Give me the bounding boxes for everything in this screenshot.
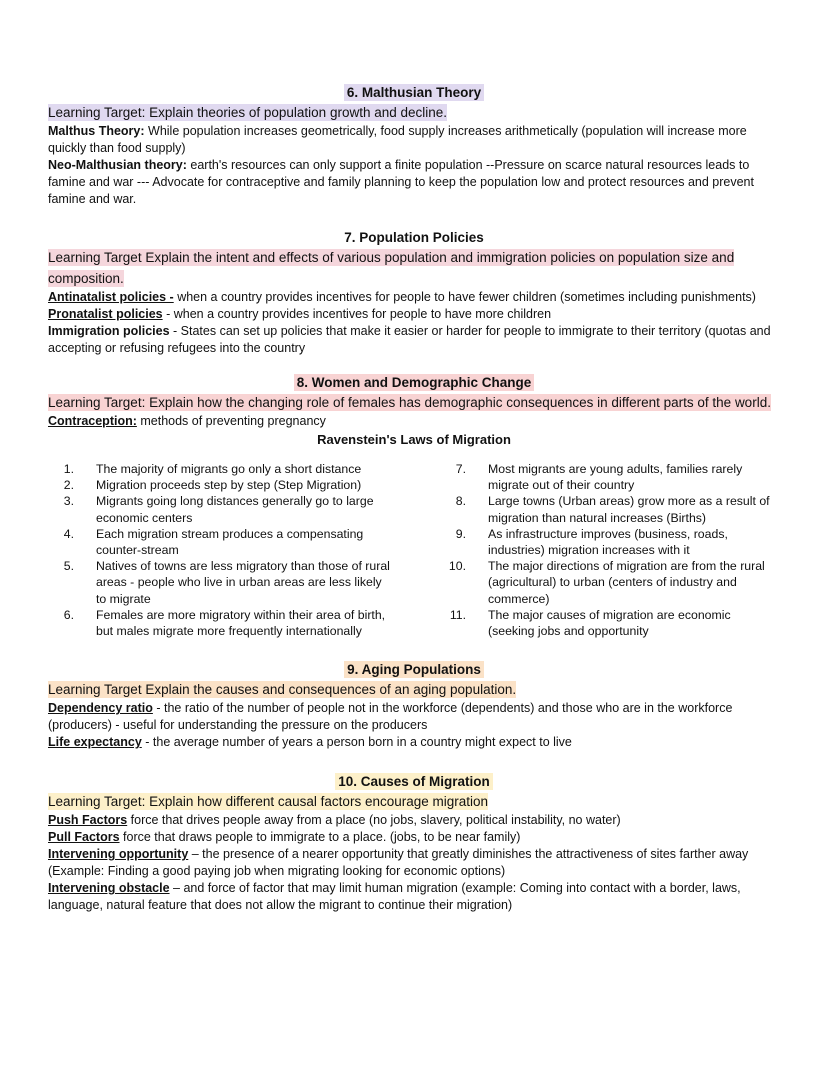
law-item: 10. The major directions of migration are from the rural (agricultural) to urban (centers of industry and commerce) bbox=[448, 559, 765, 606]
section-women-demographic-change bbox=[48, 374, 780, 639]
section-title: 7. Population Policies bbox=[344, 230, 484, 245]
law-item: 3. Migrants going long distances generally go to large economic centers bbox=[63, 494, 374, 525]
learning-target: Learning Target: Explain how different causal factors encourage migration bbox=[48, 794, 489, 810]
law-item: 8. Large towns (Urban areas) grow more as a result of migration than natural increases (Births) bbox=[455, 494, 770, 525]
learning-target: Learning Target Explain the causes and consequences of an aging population. bbox=[48, 682, 517, 698]
laws-list bbox=[48, 461, 780, 639]
section-aging-populations bbox=[48, 661, 780, 751]
definition-intervening-obstacle: Intervening obstacle – and force of factor that may limit human migration (example: Coming into contact with a border, laws, language, natural feature that does not allow the migrant to continue their migration) bbox=[48, 881, 741, 913]
definition-life-expectancy: Life expectancy - the average number of years a person born in a country might expect to live bbox=[48, 735, 572, 750]
definition-pronatalist-policies: Pronatalist policies - when a country provides incentives for people to have more children bbox=[48, 307, 552, 321]
definition-intervening-opportunity: Intervening opportunity – the presence of a nearer opportunity that greatly diminishes the attractiveness of sites farther away (Example: Finding a good paying job when migrating looking for economic options) bbox=[48, 847, 749, 879]
section-title: 9. Aging Populations bbox=[48, 661, 780, 679]
law-item: 6. Females are more migratory within their area of birth, but males migrate more frequently internationally bbox=[63, 607, 386, 639]
learning-target: Learning Target: Explain how the changing role of females has demographic consequences in different parts of the world. bbox=[48, 395, 771, 410]
laws-title: Ravenstein's Laws of Migration bbox=[317, 432, 511, 447]
laws-column-right bbox=[440, 461, 780, 639]
section-malthusian-theory bbox=[48, 84, 780, 208]
laws-column-left bbox=[48, 461, 393, 639]
definition-antinatalist-policies: Antinatalist policies - when a country provides incentives for people to have fewer children (sometimes including punishments) bbox=[48, 290, 756, 304]
section-causes-of-migration bbox=[48, 773, 780, 914]
section-title: 8. Women and Demographic Change bbox=[48, 374, 780, 392]
learning-target: Learning Target Explain the intent and effects of various population and immigration policies on population size and composition. bbox=[48, 250, 735, 286]
definition-dependency-ratio: Dependency ratio - the ratio of the number of people not in the workforce (dependents) and those who are in the workforce (producers) - useful for understanding the pressure on the producers bbox=[48, 701, 733, 733]
definition-immigration-policies: Immigration policies - States can set up policies that make it easier or harder for people to immigrate to their territory (quotas and accepting or refusing refugees into the country bbox=[48, 324, 771, 355]
section-population-policies bbox=[48, 229, 780, 357]
definition-malthus-theory: Malthus Theory: While population increases geometrically, food supply increases arithmetically (population will increase more quickly than food supply) bbox=[48, 124, 747, 155]
law-item: 1. The majority of migrants go only a short distance bbox=[63, 462, 362, 476]
learning-target: Learning Target: Explain theories of population growth and decline. bbox=[48, 105, 448, 120]
definition-contraception: Contraception: methods of preventing pregnancy bbox=[48, 414, 326, 428]
definition-neo-malthusian-theory: Neo-Malthusian theory: earth's resources can only support a finite population --Pressure on scarce natural resources leads to famine and war --- Advocate for contraceptive and family planning to keep the population low and protect resources and prevent famine and war. bbox=[48, 158, 754, 206]
law-item: 4. Each migration stream produces a compensating counter-stream bbox=[63, 526, 364, 558]
definition-push-factors: Push Factors force that drives people away from a place (no jobs, slavery, political instability, no water) bbox=[48, 813, 621, 828]
section-title: 6. Malthusian Theory bbox=[48, 84, 780, 102]
law-item: 5. Natives of towns are less migratory than those of rural areas - people who live in urban areas are less likely to migrate bbox=[63, 559, 390, 606]
section-title: 10. Causes of Migration bbox=[48, 773, 780, 791]
law-item: 7. Most migrants are young adults, families rarely migrate out of their country bbox=[455, 462, 743, 493]
law-item: 9. As infrastructure improves (business, roads, industries) migration increases with it bbox=[455, 526, 728, 558]
law-item: 11. The major causes of migration are economic (seeking jobs and opportunity bbox=[449, 607, 731, 639]
definition-pull-factors: Pull Factors force that draws people to immigrate to a place. (jobs, to be near family) bbox=[48, 830, 521, 845]
law-item: 2. Migration proceeds step by step (Step Migration) bbox=[63, 478, 362, 493]
